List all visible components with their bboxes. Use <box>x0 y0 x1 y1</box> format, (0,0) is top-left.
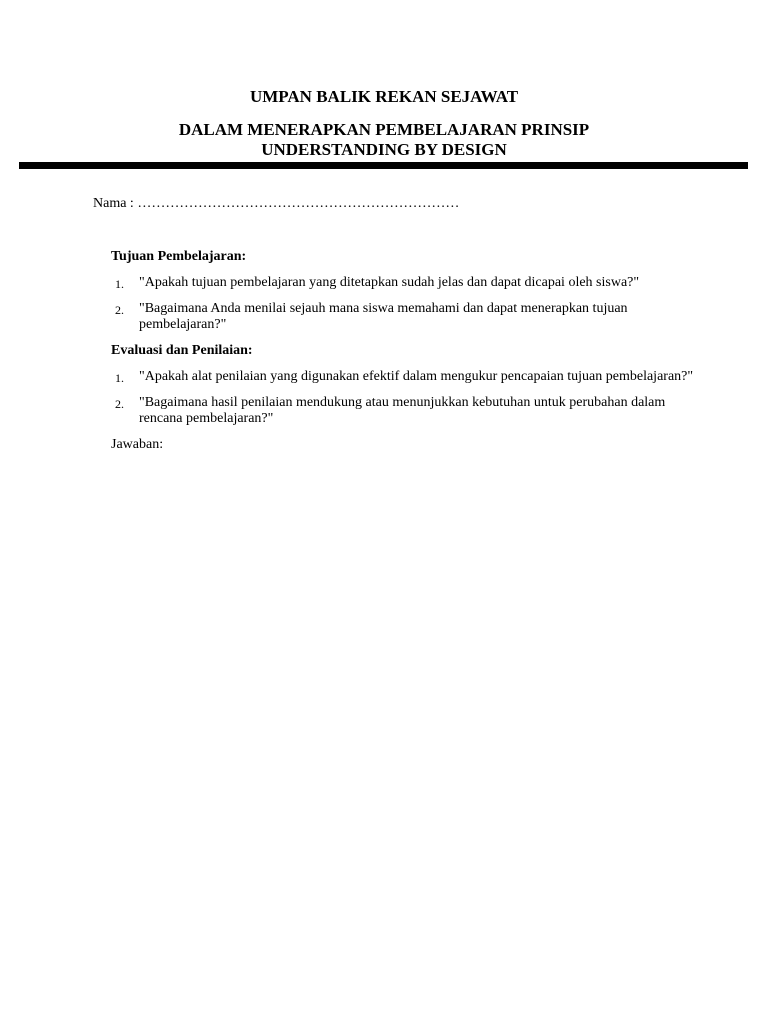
section-heading-evaluasi: Evaluasi dan Penilaian: <box>111 343 253 358</box>
document-title: UMPAN BALIK REKAN SEJAWAT <box>249 87 519 106</box>
question-list-tujuan <box>111 275 711 333</box>
question-text: "Apakah tujuan pembelajaran yang ditetapkan sudah jelas dan dapat dicapai oleh siswa?" <box>139 275 640 290</box>
list-item <box>111 301 711 333</box>
list-item <box>111 275 711 291</box>
question-number: 2. <box>115 303 124 317</box>
question-text: "Apakah alat penilaian yang digunakan efektif dalam mengukur pencapaian tujuan pembelajaran?" <box>139 369 694 384</box>
list-item <box>111 395 711 427</box>
question-list-evaluasi <box>111 369 711 427</box>
question-number: 1. <box>115 277 124 291</box>
question-text: "Bagaimana Anda menilai sejauh mana siswa memahami dan dapat menerapkan tujuan pembelajaran?" <box>139 301 628 332</box>
document-subtitle <box>0 120 768 160</box>
answer-label: Jawaban: <box>111 437 164 452</box>
section-heading-tujuan: Tujuan Pembelajaran: <box>111 249 247 264</box>
feedback-content <box>111 249 711 453</box>
name-field: Nama : …………………………………………………………… <box>93 196 460 211</box>
list-item <box>111 369 711 385</box>
question-number: 1. <box>115 371 124 385</box>
header-divider <box>19 162 748 169</box>
subtitle-line-2: UNDERSTANDING BY DESIGN <box>261 140 507 159</box>
question-text: "Bagaimana hasil penilaian mendukung atau menunjukkan kebutuhan untuk perubahan dalam rencana pembelajaran?" <box>139 395 666 426</box>
question-number: 2. <box>115 397 124 411</box>
subtitle-line-1: DALAM MENERAPKAN PEMBELAJARAN PRINSIP <box>178 120 590 139</box>
